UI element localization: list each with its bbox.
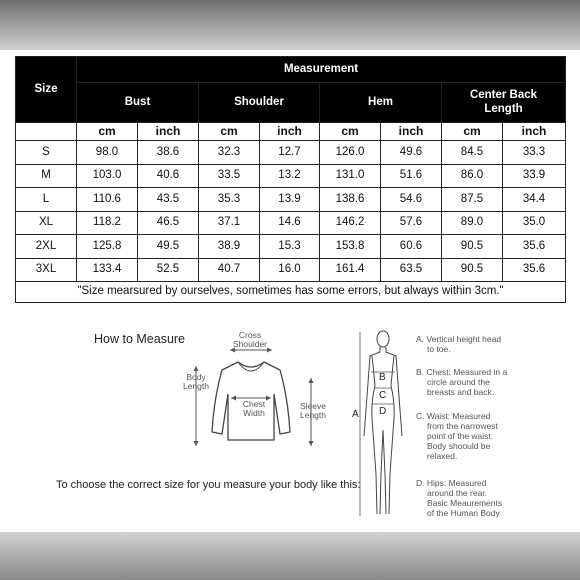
top-shading <box>0 0 580 50</box>
unit-inch: inch <box>138 123 199 141</box>
sleeve-length-label: Sleeve Length <box>300 401 326 420</box>
value-cell: 33.3 <box>503 141 566 165</box>
unit-inch: inch <box>260 123 320 141</box>
unit-cm: cm <box>199 123 260 141</box>
value-cell: 16.0 <box>260 258 320 282</box>
value-cell: 35.0 <box>503 211 566 235</box>
value-cell: 57.6 <box>381 211 442 235</box>
how-to-measure-title: How to Measure <box>94 332 186 346</box>
value-cell: 89.0 <box>442 211 503 235</box>
value-cell: 54.6 <box>381 188 442 212</box>
size-cell: M <box>16 164 77 188</box>
unit-inch: inch <box>503 123 566 141</box>
center-back-length-header <box>442 83 566 123</box>
value-cell: 90.5 <box>442 235 503 259</box>
value-cell: 110.6 <box>77 188 138 212</box>
arrow-head-icon <box>194 441 199 446</box>
value-cell: 90.5 <box>442 258 503 282</box>
bust-header: Bust <box>77 83 199 123</box>
value-cell: 126.0 <box>320 141 381 165</box>
letter-c: C <box>379 390 387 401</box>
value-cell: 40.7 <box>199 258 260 282</box>
value-cell: 35.3 <box>199 188 260 212</box>
size-cell: XL <box>16 211 77 235</box>
value-cell: 118.2 <box>77 211 138 235</box>
value-cell: 84.5 <box>442 141 503 165</box>
body-length-label: Body Length <box>183 372 209 391</box>
legend-d: D. Hips: Measured around the rear. Basic Meaurements of the Human Body <box>416 478 503 519</box>
value-cell: 60.6 <box>381 235 442 259</box>
letter-a: A <box>352 409 359 420</box>
chest-width-label: Chest Width <box>242 399 266 418</box>
value-cell: 35.6 <box>503 258 566 282</box>
head-icon <box>377 331 389 347</box>
value-cell: 38.6 <box>138 141 199 165</box>
value-cell: 87.5 <box>442 188 503 212</box>
value-cell: 125.8 <box>77 235 138 259</box>
unit-cm: cm <box>442 123 503 141</box>
value-cell: 138.6 <box>320 188 381 212</box>
value-cell: 33.5 <box>199 164 260 188</box>
value-cell: 34.4 <box>503 188 566 212</box>
legend-b: B. Chest: Measured in a circle around the breasts and back. <box>416 367 508 398</box>
size-cell: S <box>16 141 77 165</box>
value-cell: 51.6 <box>381 164 442 188</box>
value-cell: 32.3 <box>199 141 260 165</box>
value-cell: 46.5 <box>138 211 199 235</box>
value-cell: 153.8 <box>320 235 381 259</box>
shoulder-header: Shoulder <box>199 83 320 123</box>
value-cell: 13.2 <box>260 164 320 188</box>
value-cell: 49.5 <box>138 235 199 259</box>
how-to-measure-section <box>0 320 580 530</box>
size-table <box>15 56 566 303</box>
value-cell: 161.4 <box>320 258 381 282</box>
letter-b: B <box>379 372 386 383</box>
measurement-note: "Size mearsured by ourselves, sometimes has some errors, but always within 3cm." <box>16 282 566 303</box>
bottom-shading <box>0 532 580 580</box>
table-row <box>16 164 566 188</box>
size-unit-spacer <box>16 123 77 141</box>
unit-cm: cm <box>77 123 138 141</box>
arrow-head-icon <box>309 378 314 383</box>
value-cell: 40.6 <box>138 164 199 188</box>
letter-d: D <box>379 406 387 417</box>
legend-a: A. Vertical height head to toe. <box>416 334 502 355</box>
value-cell: 12.7 <box>260 141 320 165</box>
value-cell: 98.0 <box>77 141 138 165</box>
value-cell: 131.0 <box>320 164 381 188</box>
size-rows <box>16 141 566 282</box>
table-row <box>16 211 566 235</box>
value-cell: 35.6 <box>503 235 566 259</box>
table-row <box>16 188 566 212</box>
size-cell: 2XL <box>16 235 77 259</box>
table-row <box>16 235 566 259</box>
value-cell: 103.0 <box>77 164 138 188</box>
body-figure <box>350 324 414 524</box>
legend-c: C. Waist: Measured from the narrowest point of the waist. Body shoould be relaxed. <box>416 411 498 462</box>
measurement-header: Measurement <box>77 57 566 83</box>
center-back-line-1: Center Back <box>469 89 538 102</box>
unit-inch: inch <box>381 123 442 141</box>
arrow-head-icon <box>309 441 314 446</box>
value-cell: 33.9 <box>503 164 566 188</box>
value-cell: 15.3 <box>260 235 320 259</box>
cross-shoulder-label: Cross Shoulder <box>232 330 268 349</box>
value-cell: 146.2 <box>320 211 381 235</box>
table-row <box>16 258 566 282</box>
size-chart <box>15 56 565 303</box>
value-cell: 52.5 <box>138 258 199 282</box>
size-cell: 3XL <box>16 258 77 282</box>
value-cell: 38.9 <box>199 235 260 259</box>
value-cell: 43.5 <box>138 188 199 212</box>
arrow-head-icon <box>194 366 199 371</box>
center-back-line-2: Length <box>484 102 523 115</box>
value-cell: 13.9 <box>260 188 320 212</box>
hem-header: Hem <box>320 83 442 123</box>
unit-cm: cm <box>320 123 381 141</box>
value-cell: 86.0 <box>442 164 503 188</box>
value-cell: 14.6 <box>260 211 320 235</box>
value-cell: 133.4 <box>77 258 138 282</box>
value-cell: 49.6 <box>381 141 442 165</box>
value-cell: 37.1 <box>199 211 260 235</box>
value-cell: 63.5 <box>381 258 442 282</box>
choose-size-text: To choose the correct size for you measure your body like this: <box>56 479 361 491</box>
size-cell: L <box>16 188 77 212</box>
size-header: Size <box>16 57 77 123</box>
table-row <box>16 141 566 165</box>
